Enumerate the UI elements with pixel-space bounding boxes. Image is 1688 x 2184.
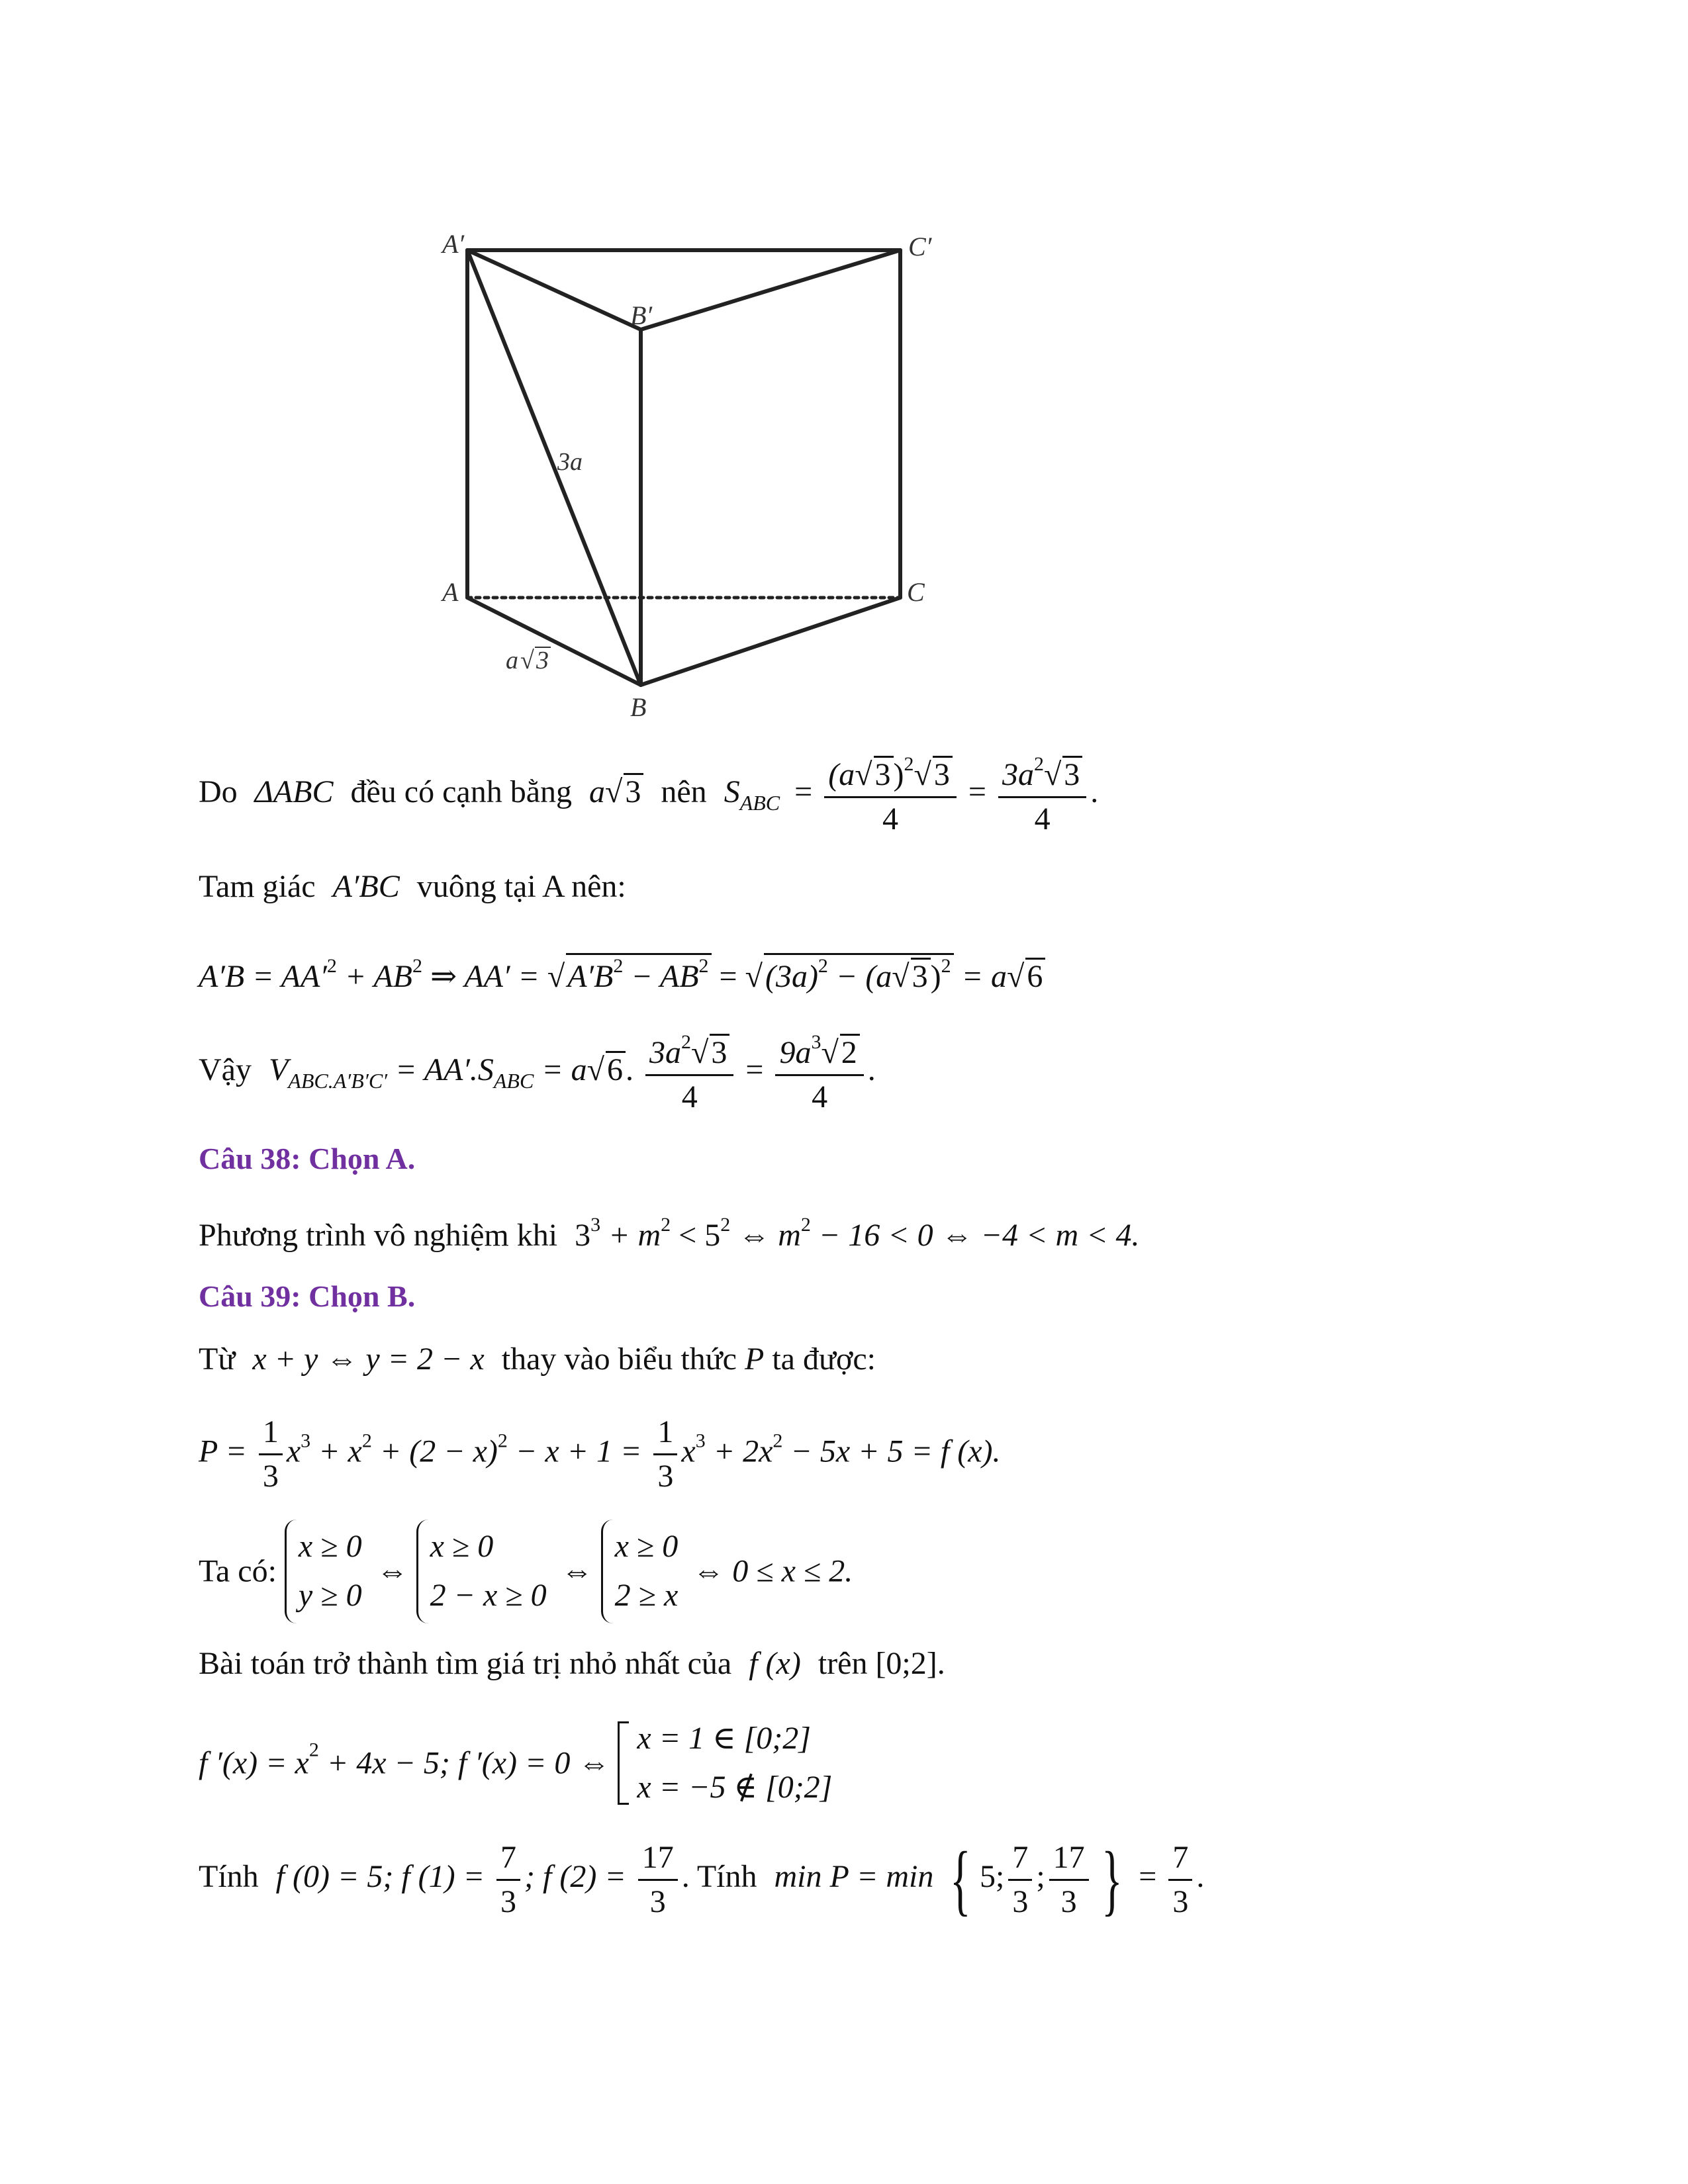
- label-c-prime: C′: [908, 232, 932, 261]
- line-problem-restate: Bài toán trở thành tìm giá trị nhỏ nhất của f (x) trên [0;2].: [199, 1646, 945, 1681]
- label-b: B: [630, 692, 647, 722]
- left-set-brace: {: [950, 1835, 972, 1923]
- line-derivative: f $'(x) = x^2 + 4x - 5$; f ′(x) = 0 ⇔ x = 1 ∈ [0;2] x = −5 ∉ [0;2]: [199, 1714, 832, 1813]
- fraction-seven-thirds-1: $\frac{7}{3}$: [496, 1842, 520, 1918]
- fraction-one-third-2: $\frac{1}{3}$: [653, 1416, 677, 1492]
- label-base-root: 3: [536, 647, 549, 674]
- line-substitute: Từ x + y ⇔ y = 2 − x thay vào biểu thức P ta được:: [199, 1342, 876, 1377]
- system-1: x ≥ 0 y ≥ 0: [285, 1520, 369, 1623]
- label-diagonal: 3a: [557, 448, 583, 476]
- diagonal-a-prime-b: [467, 250, 641, 685]
- line-volume: Vậy $V_{ABC.A'B'C'} = AA'.S_{ABC} = a√6$. $\frac{3a^2√3}{4}$ = $\frac{9a^3√2}{4}$ .: [199, 1031, 876, 1115]
- heading-question-38: Câu 38: Chọn A.: [199, 1142, 416, 1175]
- sqrt-sign: √: [605, 774, 623, 810]
- label-a: A: [442, 577, 459, 607]
- line-inequality: Phương trình vô nghiệm khi $3^3 + m^2 < 5^2$ ⇔ $m^2 - 16 < 0$ ⇔ −4 < m < 4.: [199, 1214, 1140, 1253]
- label-base-a: a: [506, 647, 518, 674]
- label-b-prime: B′: [630, 300, 653, 330]
- derivative-roots: x = 1 ∈ [0;2] x = −5 ∉ [0;2]: [637, 1721, 833, 1805]
- fraction-volume-2: $\frac{9a^3√2}{4}$: [775, 1032, 863, 1113]
- fraction-seven-thirds-3: $\frac{7}{3}$: [1168, 1842, 1192, 1918]
- line-area-abc: Do ΔABC đều có cạnh bằng a√3 nên $S_{ABC}$ = $\frac{(a√3)^2√3}{4}$ = $\frac{3a^2√3}{4}$ .: [199, 753, 1099, 837]
- edge-a-b: [467, 598, 641, 685]
- system-3: x ≥ 0 2 ≥ x: [601, 1520, 685, 1623]
- fraction-seven-thirds-2: $\frac{7}{3}$: [1008, 1842, 1032, 1918]
- solution-bracket: [618, 1721, 629, 1805]
- right-set-brace: }: [1101, 1835, 1123, 1923]
- line-system: Ta có: x ≥ 0 y ≥ 0 ⇔ x ≥ 0 2 − x ≥ 0 ⇔ x ≥ 0 2 ≥ x ⇔ 0 ≤ x ≤ 2.: [199, 1520, 853, 1623]
- line-pythagoras: $A'B = AA'^2 + AB^2$ ⇒ $AA' = √A'B^2 - AB^2 = √(3a)^2 - (a√3)^2 = a√6$: [199, 953, 1045, 993]
- prism-figure: [397, 218, 980, 735]
- fraction-seventeen-thirds-2: $\frac{17}{3}$: [1049, 1842, 1089, 1918]
- fraction-area-2: $\frac{3a^2√3}{4}$: [998, 754, 1086, 835]
- line-minimum: Tính f (0) = 5; f (1) = $\frac{7}{3}$ ; f (2) = $\frac{17}{3}$ . Tính min P = min { 5; $\frac{7}{3}$ ; $\frac{17}{3}$ } = $\frac{7}{3}$ .: [199, 1835, 1205, 1923]
- fraction-volume-1: $\frac{3a^2√3}{4}$: [645, 1032, 733, 1113]
- fraction-seventeen-thirds-1: $\frac{17}{3}$: [638, 1842, 678, 1918]
- label-a-prime: A′: [442, 229, 465, 259]
- line-right-triangle: Tam giác A′BC vuông tại A nên:: [199, 869, 626, 904]
- heading-question-39: Câu 39: Chọn B.: [199, 1279, 416, 1313]
- label-base-root-sign: √: [520, 647, 534, 674]
- fraction-one-third-1: $\frac{1}{3}$: [259, 1416, 283, 1492]
- edge-b-prime-c-prime: [641, 250, 900, 330]
- system-2: x ≥ 0 2 − x ≥ 0: [416, 1520, 553, 1623]
- edge-b-c: [641, 598, 900, 685]
- line-expression-p: P = $\frac{1}{3}$ $x^3 + x^2 + (2 - x)^2 - x + 1$ = $\frac{1}{3}$ $x^3 + 2x^2 - 5x + 5 = f$ (x).: [199, 1414, 1001, 1494]
- fraction-area-1: $\frac{(a√3)^2√3}{4}$: [824, 754, 957, 835]
- label-c: C: [907, 577, 925, 607]
